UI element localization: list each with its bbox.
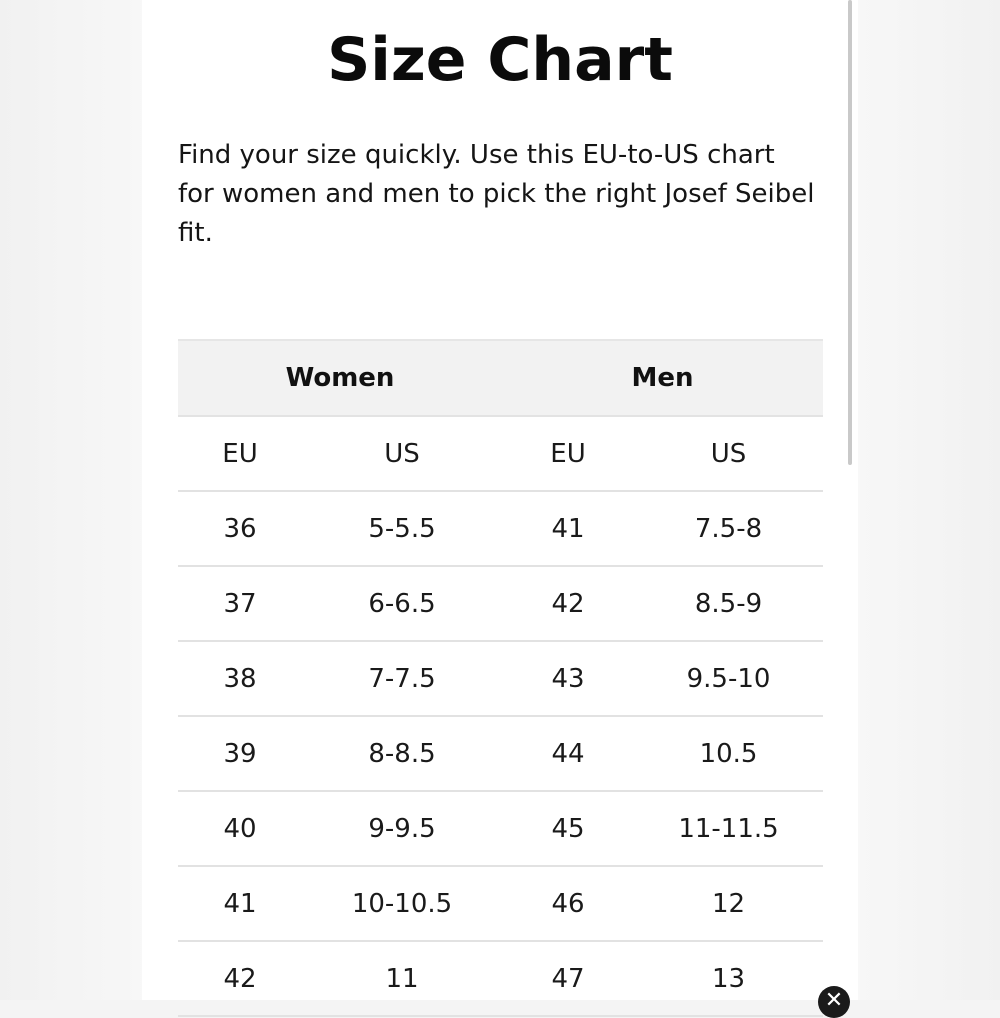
size-chart-description: Find your size quickly. Use this EU-to-US chart for women and men to pick the right Josef Seibel fit. (178, 140, 815, 248)
subheader-men-us: US (634, 416, 823, 491)
men-eu-cell: 41 (502, 491, 634, 566)
subheader-women-us: US (302, 416, 502, 491)
women-eu-cell: 37 (178, 566, 302, 641)
women-us-cell: 10-10.5 (302, 866, 502, 941)
women-eu-cell: 39 (178, 716, 302, 791)
women-eu-cell: 38 (178, 641, 302, 716)
men-eu-cell: 46 (502, 866, 634, 941)
women-eu-cell: 42 (178, 941, 302, 1016)
men-us-cell: 11-11.5 (634, 791, 823, 866)
men-us-cell: 10.5 (634, 716, 823, 791)
subheader-women-eu: EU (178, 416, 302, 491)
table-group-header-row (178, 340, 823, 416)
women-us-cell: 6-6.5 (302, 566, 502, 641)
table-row (178, 641, 823, 716)
men-eu-cell: 47 (502, 941, 634, 1016)
page-title: Size Chart (327, 25, 673, 95)
women-us-cell: 7-7.5 (302, 641, 502, 716)
men-eu-cell: 43 (502, 641, 634, 716)
table-row (178, 791, 823, 866)
men-eu-cell: 42 (502, 566, 634, 641)
women-us-cell: 9-9.5 (302, 791, 502, 866)
table-row (178, 716, 823, 791)
modal-scrollbar[interactable] (845, 0, 855, 1000)
size-table (178, 339, 823, 1017)
table-row (178, 491, 823, 566)
men-eu-cell: 44 (502, 716, 634, 791)
women-eu-cell: 41 (178, 866, 302, 941)
men-us-cell: 8.5-9 (634, 566, 823, 641)
men-us-cell: 9.5-10 (634, 641, 823, 716)
men-eu-cell: 45 (502, 791, 634, 866)
men-us-cell: 7.5-8 (634, 491, 823, 566)
women-eu-cell: 36 (178, 491, 302, 566)
men-us-cell: 12 (634, 866, 823, 941)
subheader-men-eu: EU (502, 416, 634, 491)
men-us-cell: 13 (634, 941, 823, 1016)
women-us-cell: 5-5.5 (302, 491, 502, 566)
close-icon[interactable]: ✕ (818, 986, 850, 1018)
table-row (178, 941, 823, 1016)
women-us-cell: 11 (302, 941, 502, 1016)
group-header-men: Men (502, 340, 823, 416)
table-row (178, 566, 823, 641)
table-row (178, 866, 823, 941)
women-eu-cell: 40 (178, 791, 302, 866)
women-us-cell: 8-8.5 (302, 716, 502, 791)
table-subheader-row (178, 416, 823, 491)
group-header-women: Women (178, 340, 502, 416)
